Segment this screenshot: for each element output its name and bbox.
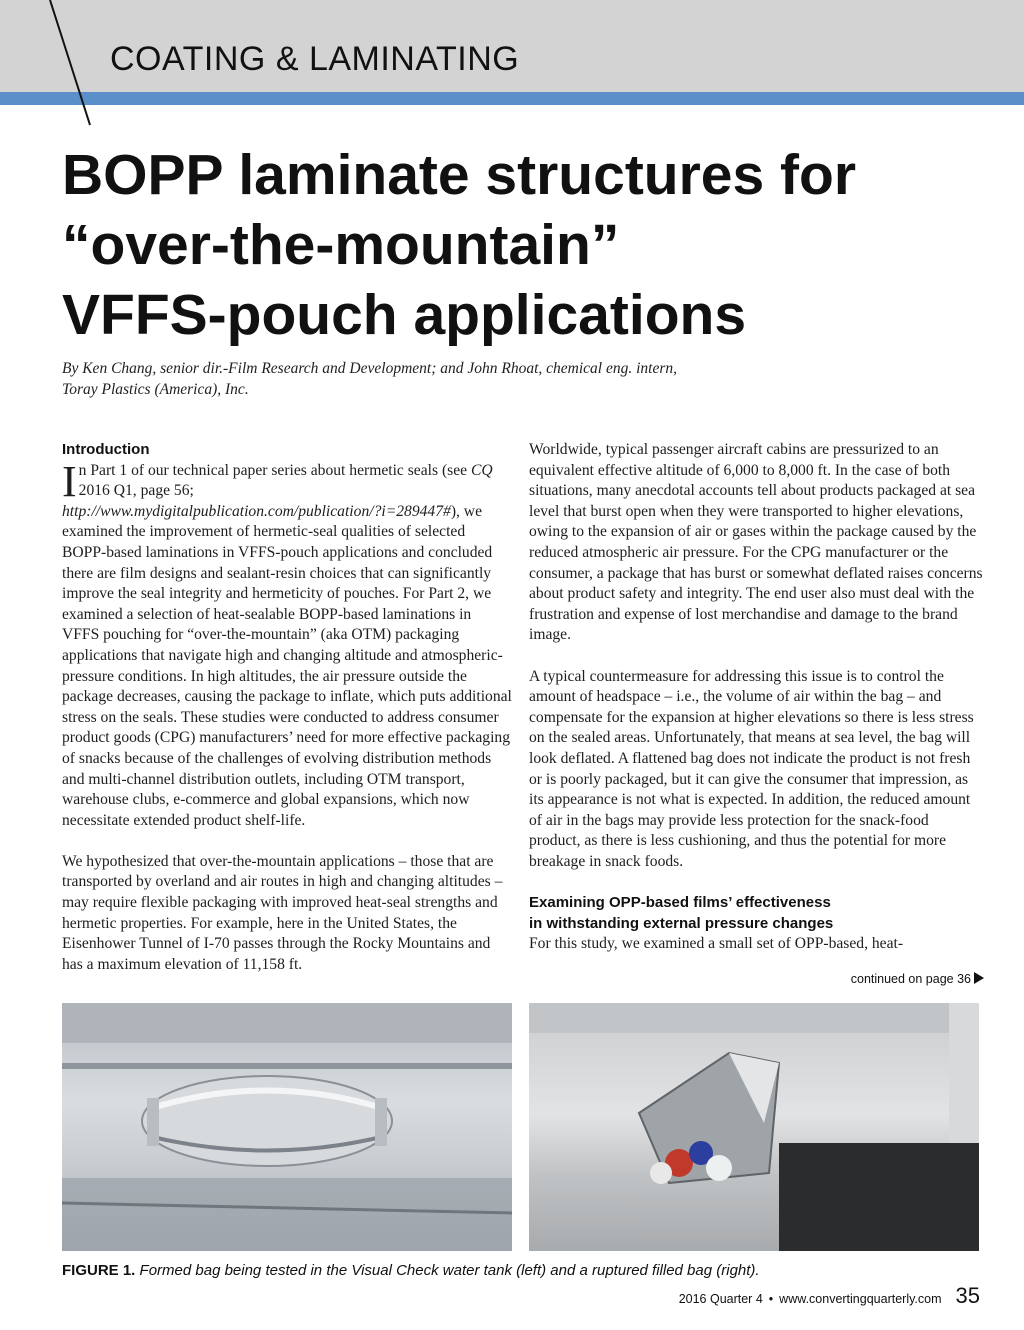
intro-paragraph	[62, 456, 512, 832]
hypothesis-paragraph: We hypothesized that over-the-mountain applications – those that are transported by overland and air routes in high and changing altitudes – may require flexible packaging with improved heat-seal strengths and hermetic properties. For example, here in the United States, the Eisenhower Tunnel of I-70 passes through the Rocky Mountains and has a maximum elevation of 11,158 ft.	[62, 852, 503, 973]
figure-photo-water-tank	[62, 1003, 512, 1251]
arrow-right-icon	[974, 972, 984, 984]
continued-link[interactable]	[700, 972, 984, 986]
intro-text-a: n Part 1 of our technical paper series about hermetic seals (see	[78, 461, 471, 479]
figure-caption	[62, 1262, 982, 1279]
intro-text-b: 2016 Q1, page 56;	[78, 482, 194, 500]
headline-line-3: VFFS-pouch applications	[62, 283, 747, 347]
headline-line-1: BOPP laminate structures for	[62, 143, 857, 207]
headline-line-2: “over-the-mountain”	[62, 213, 620, 277]
article-column-left	[62, 440, 512, 996]
footer-bullet: •	[768, 1292, 774, 1306]
inflated-bag-illustration	[62, 1003, 512, 1251]
aircraft-paragraph: Worldwide, typical passenger aircraft cabins are pressurized to an equivalent effective altitude of 6,000 to 8,000 ft. In the case of both situations, many anecdotal accounts tell about products packaged at sea level that burst open when they were transported to higher elevations, owing to the expansion of air or gases within the package caused by the reduced atmospheric air pressure. For the CPG manufacturer or the consumer, a package that has burst or somewhat deflated raises concerns about product safety and integrity. The end user also must deal with the frustration and expense of lost merchandise and damage to the brand image.	[529, 441, 983, 644]
study-paragraph: For this study, we examined a small set of OPP-based, heat-	[529, 935, 904, 953]
intro-text-c: ), we examined the improvement of hermetic-seal qualities of selected BOPP-based laminations in VFFS-pouch applications and concluded there are film designs and sealant-resin choices that can significantly improve the seal integrity and hermeticity of pouches. For Part 2, we examined a selection of heat-sealable BOPP-based laminations in VFFS pouching for “over-the-mountain” (aka OTM) packaging applications that navigate high and changing altitude and atmospheric-pressure conditions. In high altitudes, the air pressure outside the package decreases, causing the package to inflate, which puts additional stress on the seals. These studies were conducted to address consumer product goods (CPG) manufacturers’ need for more effective packaging of snacks because of the challenges of evolving distribution methods and multi-channel distribution outlets, including OTM transport, warehouse clubs, e-commerce and global expansions, which now necessitate extended product shelf-life.	[62, 502, 512, 829]
intro-url-link[interactable]: http://www.mydigitalpublication.com/publication/?i=289447#	[62, 502, 451, 520]
subhead-line-2: in withstanding external pressure changes	[529, 914, 834, 932]
byline-company: Toray Plastics (America), Inc.	[62, 381, 249, 398]
page-number: 35	[955, 1283, 980, 1308]
section-subhead	[529, 893, 984, 934]
countermeasure-paragraph: A typical countermeasure for addressing this issue is to control the amount of headspace – i.e., the volume of air within the bag – and compensate for the expansion at higher elevations so there is less stress on the sealed areas. Unfortunately, that means at sea level, the bag will look deflated. A flattened bag does not indicate the product is not fresh or is poorly packaged, but it can give the consumer that impression, as its appearance is not what is expected. In addition, the reduced amount of air in the bags may provide less protection for the snack-food product, as there is less cushioning, and thus the potential for more breakage in snack foods.	[529, 667, 974, 870]
byline-authors: By Ken Chang, senior dir.-Film Research and Development; and John Rhoat, chemical eng. intern,	[62, 360, 677, 377]
section-title: COATING & LAMINATING	[110, 40, 520, 78]
intro-citation: CQ	[470, 461, 493, 479]
figure-photo-ruptured-bag	[529, 1003, 979, 1251]
article-column-right	[529, 440, 984, 955]
figure-caption-text: Formed bag being tested in the Visual Check water tank (left) and a ruptured filled bag (right).	[139, 1262, 760, 1279]
continued-text: continued on page 36	[850, 972, 971, 986]
page-footer	[679, 1283, 980, 1309]
footer-website[interactable]: www.convertingquarterly.com	[779, 1292, 942, 1306]
ruptured-bag-illustration	[529, 1003, 979, 1251]
figure-label: FIGURE 1.	[62, 1262, 136, 1279]
subhead-line-1: Examining OPP-based films’ effectiveness	[529, 894, 831, 912]
drop-cap: I	[62, 456, 77, 506]
section-header-stripe	[0, 92, 1024, 105]
byline	[62, 358, 782, 400]
intro-heading: Introduction	[62, 441, 150, 458]
footer-issue: 2016 Quarter 4	[678, 1292, 763, 1306]
header-slash-decoration	[0, 0, 110, 130]
article-headline	[62, 140, 962, 350]
